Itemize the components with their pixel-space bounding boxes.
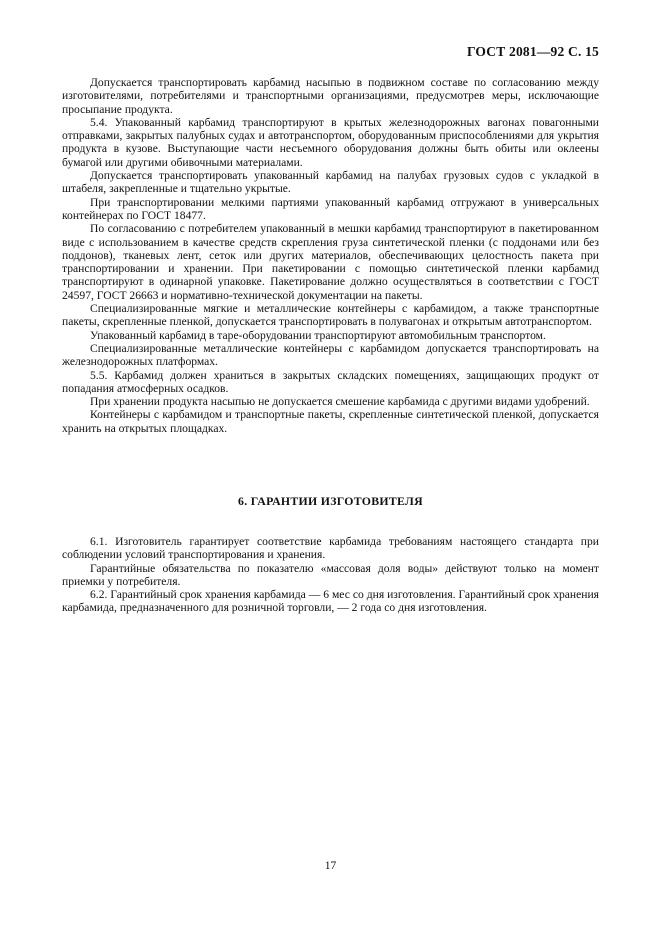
paragraph: Специализированные мягкие и металлические контейнеры с карбамидом, а также транспортные пакеты, скрепленные пленкой, допускается транспортировать в полувагонах и открытым автотранспортом.	[62, 302, 599, 329]
paragraph: Контейнеры с карбамидом и транспортные пакеты, скрепленные синтетической пленкой, допускается хранить на открытых площадках.	[62, 408, 599, 435]
paragraph: 6.1. Изготовитель гарантирует соответствие карбамида требованиям настоящего стандарта при соблюдении условий транспортирования и хранения.	[62, 535, 599, 562]
paragraph: Специализированные металлические контейнеры с карбамидом допускается транспортировать на железнодорожных платформах.	[62, 341, 599, 369]
paragraph: Допускается транспортировать упакованный карбамид на палубах грузовых судов с укладкой в штабеля, закрепленные и тщательно укрытые.	[62, 169, 599, 196]
section-5-text	[62, 76, 599, 435]
section-6-text	[62, 535, 599, 615]
paragraph: Допускается транспортировать карбамид насыпью в подвижном составе по согласованию между изготовителями, потребителями и транспортными организациями, предусмотрев меры, исключающие просыпание продукта.	[62, 76, 599, 116]
paragraph: При хранении продукта насыпью не допускается смешение карбамида с другими видами удобрений.	[90, 395, 590, 409]
paragraph: При транспортировании мелкими партиями упакованный карбамид отгружают в универсальных контейнерах по ГОСТ 18477.	[62, 195, 599, 222]
page-number: 17	[324, 860, 337, 872]
page-header: ГОСТ 2081—92 С. 15	[466, 44, 599, 59]
section-6-title: 6. ГАРАНТИИ ИЗГОТОВИТЕЛЯ	[238, 494, 423, 508]
paragraph: Упакованный карбамид в таре-оборудовании транспортируют автомобильным транспортом.	[90, 328, 546, 342]
paragraph: 5.4. Упакованный карбамид транспортируют в крытых железнодорожных вагонах повагонными отправками, закрытых палубных судах и автотранспортом, оборудованным приспособлениями для укрытия продукта в кузове. Выступающие части несъемного оборудования должны быть обиты или оклеены бумагой или другими обивочными материалами.	[62, 115, 599, 169]
paragraph: 5.5. Карбамид должен храниться в закрытых складских помещениях, защищающих продукт от попадания атмосферных осадков.	[62, 368, 599, 395]
paragraph: По согласованию с потребителем упакованный в мешки карбамид транспортируют в пакетированном виде с использованием в качестве средств скрепления груза синтетической пленки (с поддонами или без поддонов), тканевых лент, сеток или других материалов, обеспечивающих целостность пакета при транспортировании и хранении. При пакетировании с помощью синтетической пленки карбамид транспортируют в одинарной упаковке. Пакетирование должно осуществляться в соответствии с ГОСТ 24597, ГОСТ 26663 и нормативно-технической документации на пакеты.	[62, 222, 599, 302]
paragraph: Гарантийные обязательства по показателю «массовая доля воды» действуют только на момент приемки у потребителя.	[62, 561, 599, 588]
paragraph: 6.2. Гарантийный срок хранения карбамида — 6 мес со дня изготовления. Гарантийный срок хранения карбамида, предназначенного для розничной торговли, — 2 года со дня изготовления.	[62, 588, 599, 615]
